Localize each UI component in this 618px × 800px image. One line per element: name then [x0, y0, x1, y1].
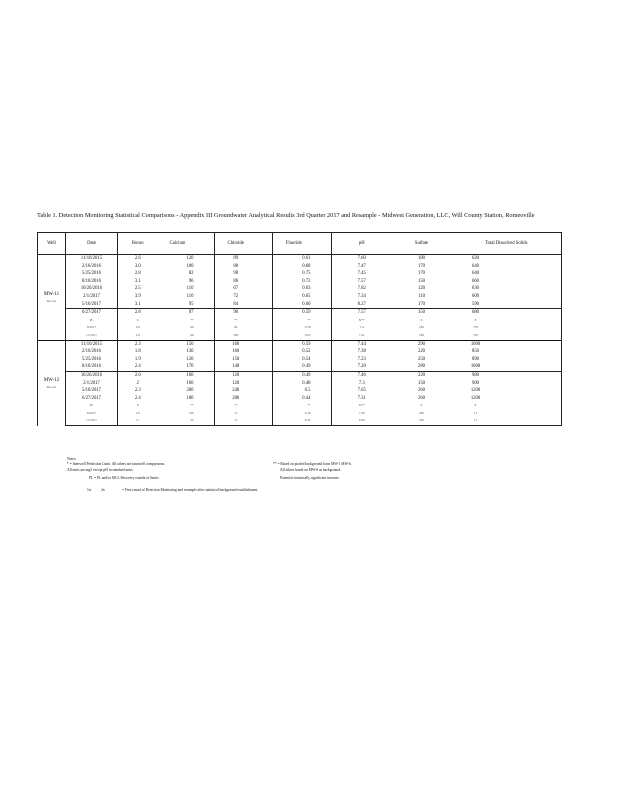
- cell-chloride: 89: [215, 255, 257, 263]
- cell-calcium: **: [190, 403, 194, 408]
- cell-tds: 660: [471, 278, 480, 284]
- cell-chloride: 280: [232, 395, 240, 401]
- cell-date: 11/2017: [86, 332, 97, 337]
- cell-date: 8/2017: [86, 325, 97, 330]
- cell-chloride: 120: [232, 380, 240, 386]
- cell-chloride: **: [234, 317, 238, 322]
- cell-boron: 2.4: [118, 363, 158, 371]
- cell-boron: 1.9: [118, 356, 158, 364]
- cell-tds: 8: [474, 403, 477, 408]
- cell-sulfate: 260: [419, 410, 424, 415]
- cell-tds: 1000: [452, 340, 500, 348]
- cell-date: PL: [89, 317, 94, 322]
- well-subtitle: mw-sw: [46, 384, 57, 389]
- table-row: [38, 371, 562, 379]
- cell-date: 8/10/2016: [81, 364, 101, 370]
- cell-fluoride: 0.5: [304, 388, 311, 394]
- cell-boron: 2.8: [118, 270, 158, 278]
- table-row: [38, 309, 562, 317]
- cell-date: 11/10/2015: [66, 340, 118, 348]
- cell-tds: 11: [452, 417, 500, 425]
- cell-sulfate: 260: [417, 388, 426, 394]
- cell-calcium: 90: [190, 325, 194, 330]
- cell-fluoride: 0.65: [304, 332, 311, 337]
- cell-chloride: 160: [232, 349, 240, 355]
- cell-boron: 2.8: [118, 309, 158, 317]
- cell-chloride: 86: [233, 278, 239, 284]
- table-row: [38, 340, 562, 348]
- cell-date: 11/2017: [66, 417, 118, 425]
- cell-chloride: 90: [215, 309, 257, 317]
- cell-fluoride: 0.58: [304, 325, 311, 330]
- cell-sulfate: 150: [417, 278, 426, 284]
- cell-boron: 2.3: [118, 340, 158, 348]
- cell-sulfate: 6: [420, 317, 423, 322]
- cell-tds: 8: [474, 317, 477, 322]
- cell-boron: 2.6: [118, 371, 158, 379]
- cell-boron: 1.8: [118, 348, 158, 356]
- cell-ph: 8/**: [358, 317, 365, 322]
- cell-ph: 7.34: [357, 293, 366, 299]
- cell-chloride: **: [234, 403, 238, 408]
- note-ssi: Potential statistically significant increase.: [280, 476, 340, 480]
- cell-tds: 1000: [470, 364, 481, 370]
- cell-fluoride: 0.61: [273, 255, 315, 263]
- cell-fluoride: 0.59: [273, 309, 315, 317]
- cell-chloride: 140: [232, 364, 240, 370]
- cell-boron: 2.6: [118, 255, 158, 263]
- cell-calcium: 100: [186, 263, 194, 269]
- note-interwell: * = Interwell Prediction Limit. All others are intrawell comparisons.: [67, 462, 165, 466]
- cell-calcium: 96: [188, 278, 194, 284]
- cell-chloride: 94: [234, 325, 238, 330]
- table-row: [38, 410, 562, 418]
- cell-fluoride: 0.65: [302, 293, 311, 299]
- cell-tds: 620: [452, 255, 500, 263]
- cell-tds: 750: [473, 332, 478, 337]
- table-row: [38, 270, 562, 278]
- cell-date: 5/25/2016: [81, 356, 101, 362]
- notes-heading: Notes:: [67, 457, 77, 461]
- cell-boron: 3.1: [118, 278, 158, 286]
- cell-fluoride: 0.44: [302, 395, 311, 401]
- table-title: Table 1. Detection Monitoring Statistical Comparisons - Appendix III Groundwater Analytical Results 3rd Quarter 2017 and Resample - Midwest Generation, LLC, Will County Station, Romeoville: [37, 212, 535, 219]
- cell-ph: 7.23: [357, 356, 366, 362]
- cell-fluoride: 0.75: [302, 271, 311, 277]
- cell-tds: 980: [452, 371, 500, 379]
- table-row: [38, 387, 562, 395]
- cell-calcium: **: [190, 317, 194, 322]
- header-fluoride: Fluoride: [273, 233, 315, 255]
- cell-fluoride: 0.49: [302, 364, 311, 370]
- cell-calcium: 130: [186, 349, 194, 355]
- cell-boron: 3.1: [118, 301, 158, 309]
- cell-tds: 11: [473, 410, 478, 415]
- cell-tds: 680: [452, 309, 500, 317]
- cell-date: PL: [89, 403, 94, 408]
- cell-calcium: 160: [186, 380, 194, 386]
- cell-calcium: 95: [188, 301, 194, 307]
- cell-calcium: 200: [186, 388, 194, 394]
- cell-sulfate: 170: [417, 263, 426, 269]
- cell-ph: 7.57: [332, 309, 392, 317]
- cell-ph: 7.82: [357, 286, 366, 292]
- cell-sulfate: 220: [417, 349, 426, 355]
- cell-date: 5/25/2016: [81, 271, 101, 277]
- cell-chloride: 100: [233, 332, 239, 337]
- cell-sulfate: 6: [420, 403, 423, 408]
- cell-calcium: 96: [190, 332, 194, 337]
- cell-tds: 890: [471, 356, 480, 362]
- cell-sulfate: 170: [417, 271, 426, 277]
- cell-chloride: 72: [233, 293, 239, 299]
- cell-calcium: 110: [186, 293, 194, 299]
- header-tds: Total Dissolved Solids: [452, 233, 562, 255]
- cell-date: 2/1/2017: [83, 293, 100, 299]
- table-row: [38, 380, 562, 388]
- cell-calcium: 150: [158, 340, 198, 348]
- cell-sulfate: 170: [417, 301, 426, 307]
- cell-ph: 7.26: [358, 410, 365, 415]
- cell-tds: 750: [473, 325, 478, 330]
- note-first: 1st: [87, 488, 92, 492]
- cell-date: 10/26/2016: [80, 286, 103, 292]
- cell-ph: 7.38: [357, 349, 366, 355]
- table-row: [38, 332, 562, 340]
- table-row: [38, 293, 562, 301]
- header-chloride: Chloride: [215, 233, 257, 255]
- cell-calcium: 55: [158, 417, 198, 425]
- cell-boron: 6: [118, 317, 158, 325]
- cell-boron: 3.0: [118, 263, 158, 271]
- cell-calcium: 170: [186, 364, 194, 370]
- cell-chloride: 11: [234, 410, 238, 415]
- cell-fluoride: **: [307, 403, 311, 408]
- cell-calcium: 160: [158, 371, 198, 379]
- cell-chloride: 98: [233, 271, 239, 277]
- note-pl: PL = PL and/or MCL Recovery outside of limits.: [89, 476, 160, 480]
- cell-date: 8/2017: [86, 410, 97, 415]
- cell-date: 10/26/2016: [66, 371, 118, 379]
- table-row: [38, 301, 562, 309]
- cell-date: 5/10/2017: [81, 388, 101, 394]
- table-row: [38, 402, 562, 410]
- cell-sulfate: 110: [418, 293, 425, 299]
- cell-sulfate: 250: [392, 417, 452, 425]
- cell-ph: 7.4: [359, 325, 364, 330]
- table-row: [38, 255, 562, 263]
- cell-fluoride: 0.63: [302, 286, 311, 292]
- cell-fluoride: 0.52: [302, 349, 311, 355]
- table-row: [38, 417, 562, 425]
- cell-calcium: 110: [186, 286, 194, 292]
- cell-chloride: 240: [232, 388, 240, 394]
- cell-chloride: 11: [215, 417, 257, 425]
- cell-calcium: 120: [158, 255, 198, 263]
- cell-ph: 7.60: [332, 255, 392, 263]
- cell-tds: 900: [471, 380, 480, 386]
- cell-ph: 7.31: [357, 395, 366, 401]
- table-row: [38, 348, 562, 356]
- cell-boron: 2.9: [118, 332, 158, 340]
- cell-ph: 7.44: [332, 340, 392, 348]
- header-date: Date: [66, 233, 118, 255]
- cell-sulfate: 180: [392, 255, 452, 263]
- cell-date: 8/10/2016: [81, 278, 101, 284]
- cell-calcium: 180: [186, 395, 194, 401]
- cell-boron: 2.3: [118, 387, 158, 395]
- cell-fluoride: 0.49: [304, 410, 311, 415]
- cell-ph: 7.20: [357, 364, 366, 370]
- header-well: Well: [38, 233, 66, 255]
- table-row: [38, 278, 562, 286]
- cell-date: 11/10/2015: [66, 255, 118, 263]
- cell-calcium: 190: [188, 410, 194, 415]
- cell-date: 2/16/2016: [81, 349, 101, 355]
- cell-fluoride: 0.48: [302, 380, 311, 386]
- note-units: All units are mg/l except pH in standard units.: [67, 468, 134, 472]
- cell-chloride: 84: [233, 301, 239, 307]
- cell-sulfate: 220: [392, 371, 452, 379]
- cell-sulfate: 180: [419, 325, 424, 330]
- cell-boron: 2.6: [118, 410, 158, 418]
- cell-ph: 7.41: [358, 332, 365, 337]
- cell-tds: 850: [471, 349, 480, 355]
- cell-boron: 2: [118, 380, 158, 388]
- table-row: [38, 317, 562, 325]
- well-cell: [38, 255, 66, 341]
- cell-ph: 8.27: [357, 301, 366, 307]
- cell-boron: 2.4: [118, 395, 158, 403]
- cell-ph: 8/**: [358, 403, 365, 408]
- well-cell: [38, 340, 66, 426]
- cell-chloride: 67: [233, 286, 239, 292]
- cell-boron: 1.7: [118, 417, 158, 425]
- cell-date: 2/1/2017: [83, 380, 100, 386]
- cell-chloride: 150: [232, 356, 240, 362]
- table-row: [38, 356, 562, 364]
- cell-sulfate: 120: [417, 286, 426, 292]
- table-row: [38, 324, 562, 332]
- cell-calcium: 120: [186, 356, 194, 362]
- table-row: [38, 263, 562, 271]
- results-table: [37, 232, 562, 426]
- cell-chloride: 160: [215, 340, 257, 348]
- cell-ph: 7.45: [357, 271, 366, 277]
- cell-tds: 600: [471, 293, 480, 299]
- header-calcium: Calcium: [158, 233, 198, 255]
- well-name: MW-12: [43, 378, 60, 384]
- cell-fluoride: 0.72: [302, 278, 311, 284]
- well-name: MW-11: [43, 292, 60, 298]
- cell-sulfate: 150: [392, 309, 452, 317]
- cell-tds: 590: [471, 301, 480, 307]
- cell-boron: 2.5: [118, 285, 158, 293]
- cell-chloride: 88: [233, 263, 239, 269]
- well-subtitle: mw-sw: [46, 299, 57, 304]
- cell-sulfate: 150: [417, 380, 426, 386]
- cell-sulfate: 250: [417, 356, 426, 362]
- cell-boron: 2.8: [118, 324, 158, 332]
- table-row: [38, 395, 562, 403]
- cell-tds: 640: [471, 271, 480, 277]
- cell-date: 6/27/2017: [81, 395, 101, 401]
- cell-fluoride: **: [307, 317, 311, 322]
- cell-date: 2/16/2016: [81, 263, 101, 269]
- cell-tds: 1200: [470, 395, 481, 401]
- cell-sulfate: 290: [392, 340, 452, 348]
- cell-sulfate: 260: [417, 395, 426, 401]
- cell-ph: 7.57: [357, 278, 366, 284]
- cell-ph: 7.47: [357, 263, 366, 269]
- cell-fluoride: 0.49: [273, 371, 315, 379]
- header-boron: Boron: [118, 233, 158, 255]
- cell-ph: 6.90: [332, 417, 392, 425]
- table-row: [38, 285, 562, 293]
- cell-fluoride: 0.47: [273, 417, 315, 425]
- header-ph: pH: [332, 233, 392, 255]
- cell-fluoride: 0.66: [302, 301, 311, 307]
- cell-tds: 1200: [470, 388, 481, 394]
- note-pooled: ** = Based on pooled background from MW-1 MW-6.: [273, 462, 352, 466]
- cell-boron: 3.9: [118, 293, 158, 301]
- cell-ph: 7.46: [332, 371, 392, 379]
- cell-date: 6/27/2017: [66, 309, 118, 317]
- cell-fluoride: 0.68: [302, 263, 311, 269]
- table-row: [38, 363, 562, 371]
- header-sulfate: Sulfate: [392, 233, 452, 255]
- cell-tds: 640: [471, 263, 480, 269]
- cell-ph: 7.65: [357, 388, 366, 394]
- cell-chloride: 120: [215, 371, 257, 379]
- cell-date: 5/10/2017: [81, 301, 101, 307]
- cell-sulfate: 160: [419, 332, 424, 337]
- cell-calcium: 82: [188, 271, 194, 277]
- cell-ph: 7.3: [358, 380, 365, 386]
- cell-boron: 6: [118, 402, 158, 410]
- cell-sulfate: 280: [417, 364, 426, 370]
- note-round: = First round of Detection Monitoring and resample after statistical background establishment.: [122, 488, 259, 492]
- cell-fluoride: 0.59: [273, 340, 315, 348]
- note-second: 2n: [101, 488, 105, 492]
- cell-fluoride: 0.54: [302, 356, 311, 362]
- cell-tds: 630: [471, 286, 480, 292]
- note-background: All others based on MW-6 as background.: [280, 468, 341, 472]
- cell-calcium: 87: [158, 309, 198, 317]
